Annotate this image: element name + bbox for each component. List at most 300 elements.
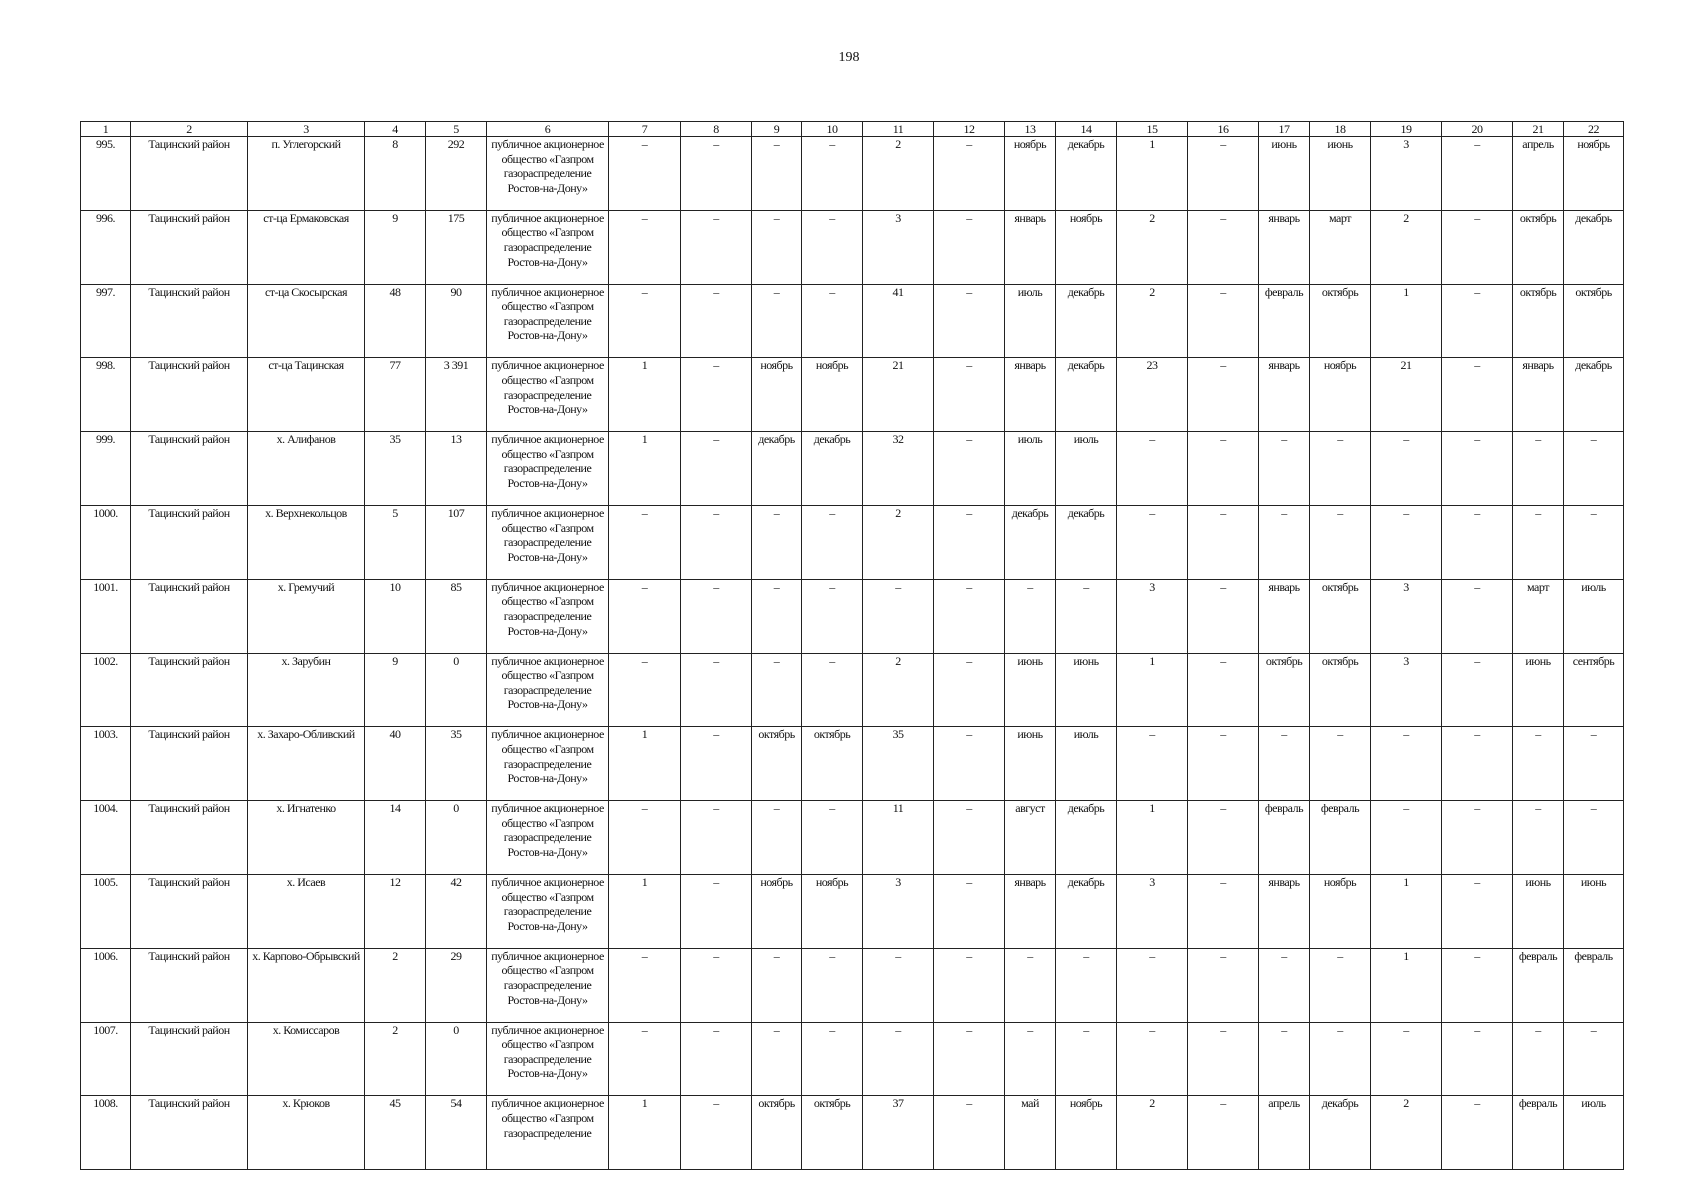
table-cell: ноябрь xyxy=(1310,874,1371,948)
table-cell: май xyxy=(1005,1096,1056,1170)
table-cell: 175 xyxy=(426,210,487,284)
table-cell: 54 xyxy=(426,1096,487,1170)
table-cell: – xyxy=(1259,505,1310,579)
operator-cell: публичное акционерное общество «Газпром газораспределение xyxy=(487,1096,609,1170)
table-cell: – xyxy=(1005,1022,1056,1096)
table-cell: октябрь xyxy=(1310,653,1371,727)
row-number-cell: 995. xyxy=(81,137,131,211)
table-cell: октябрь xyxy=(1310,579,1371,653)
table-cell: – xyxy=(1513,801,1564,875)
table-cell: Тацинский район xyxy=(131,579,248,653)
table-cell: 10 xyxy=(365,579,426,653)
table-cell: – xyxy=(934,505,1005,579)
table-row xyxy=(81,948,1624,1022)
table-cell: – xyxy=(1564,801,1624,875)
table-cell: 21 xyxy=(863,358,934,432)
table-cell: – xyxy=(1117,948,1188,1022)
table-cell: 41 xyxy=(863,284,934,358)
table-cell: 1 xyxy=(1371,874,1442,948)
table-cell: октябрь xyxy=(1513,284,1564,358)
table-cell: х. Зарубин xyxy=(248,653,365,727)
row-number-cell: 1002. xyxy=(81,653,131,727)
table-cell: – xyxy=(752,801,802,875)
table-cell: апрель xyxy=(1259,1096,1310,1170)
table-cell: – xyxy=(609,137,681,211)
table-cell: – xyxy=(863,1022,934,1096)
table-cell: – xyxy=(752,210,802,284)
table-cell: январь xyxy=(1005,210,1056,284)
table-cell: июнь xyxy=(1310,137,1371,211)
table-cell: октябрь xyxy=(802,1096,863,1170)
table-cell: – xyxy=(1513,505,1564,579)
table-cell: – xyxy=(1442,1022,1513,1096)
table-row xyxy=(81,137,1624,211)
table-cell: 1 xyxy=(609,1096,681,1170)
table-cell: – xyxy=(1188,801,1259,875)
table-cell: июнь xyxy=(1513,653,1564,727)
table-cell: Тацинский район xyxy=(131,874,248,948)
table-cell: 107 xyxy=(426,505,487,579)
operator-cell: публичное акционерное общество «Газпром газораспределение Ростов-на-Дону» xyxy=(487,727,609,801)
table-cell: – xyxy=(934,210,1005,284)
table-cell: Тацинский район xyxy=(131,1022,248,1096)
table-cell: октябрь xyxy=(1259,653,1310,727)
table-cell: февраль xyxy=(1259,801,1310,875)
column-number-row xyxy=(81,122,1624,137)
table-cell: – xyxy=(609,505,681,579)
table-cell: – xyxy=(609,284,681,358)
table-cell: ноябрь xyxy=(1310,358,1371,432)
table-cell: декабрь xyxy=(752,432,802,506)
table-cell: октябрь xyxy=(752,1096,802,1170)
column-number-15: 15 xyxy=(1117,122,1188,137)
table-cell: – xyxy=(1442,210,1513,284)
operator-cell: публичное акционерное общество «Газпром газораспределение Ростов-на-Дону» xyxy=(487,210,609,284)
table-cell: июль xyxy=(1564,579,1624,653)
table-cell: – xyxy=(934,801,1005,875)
table-cell: – xyxy=(1564,727,1624,801)
table-cell: х. Захаро-Обливский xyxy=(248,727,365,801)
table-cell: 3 391 xyxy=(426,358,487,432)
table-cell: – xyxy=(1513,1022,1564,1096)
row-number-cell: 1005. xyxy=(81,874,131,948)
table-cell: Тацинский район xyxy=(131,358,248,432)
table-cell: 11 xyxy=(863,801,934,875)
table-cell: – xyxy=(863,579,934,653)
row-number-cell: 997. xyxy=(81,284,131,358)
table-cell: – xyxy=(752,579,802,653)
table-cell: – xyxy=(609,653,681,727)
table-cell: 0 xyxy=(426,1022,487,1096)
table-cell: 2 xyxy=(1117,1096,1188,1170)
row-number-cell: 1000. xyxy=(81,505,131,579)
table-cell: декабрь xyxy=(802,432,863,506)
column-number-19: 19 xyxy=(1371,122,1442,137)
operator-cell: публичное акционерное общество «Газпром газораспределение Ростов-на-Дону» xyxy=(487,653,609,727)
table-cell: 37 xyxy=(863,1096,934,1170)
table-cell: – xyxy=(609,948,681,1022)
table-cell: – xyxy=(1259,948,1310,1022)
table-cell: 13 xyxy=(426,432,487,506)
table-row xyxy=(81,358,1624,432)
table-cell: 23 xyxy=(1117,358,1188,432)
table-row xyxy=(81,284,1624,358)
table-cell: февраль xyxy=(1310,801,1371,875)
table-cell: – xyxy=(1310,432,1371,506)
table-cell: декабрь xyxy=(1056,358,1117,432)
table-cell: Тацинский район xyxy=(131,284,248,358)
table-cell: – xyxy=(1117,727,1188,801)
table-cell: июнь xyxy=(1005,653,1056,727)
table-cell: – xyxy=(1259,727,1310,801)
column-number-8: 8 xyxy=(681,122,752,137)
table-cell: октябрь xyxy=(1310,284,1371,358)
table-cell: – xyxy=(752,1022,802,1096)
table-cell: декабрь xyxy=(1005,505,1056,579)
table-cell: 1 xyxy=(609,874,681,948)
table-cell: – xyxy=(1442,1096,1513,1170)
gasification-table xyxy=(80,121,1624,1170)
operator-cell: публичное акционерное общество «Газпром газораспределение Ростов-на-Дону» xyxy=(487,579,609,653)
table-row xyxy=(81,874,1624,948)
table-cell: – xyxy=(1371,505,1442,579)
table-cell: – xyxy=(1005,579,1056,653)
operator-cell: публичное акционерное общество «Газпром газораспределение Ростов-на-Дону» xyxy=(487,505,609,579)
table-cell: – xyxy=(1371,432,1442,506)
table-cell: – xyxy=(1442,284,1513,358)
column-number-2: 2 xyxy=(131,122,248,137)
table-cell: октябрь xyxy=(1513,210,1564,284)
table-cell: июнь xyxy=(1564,874,1624,948)
table-cell: 2 xyxy=(1371,210,1442,284)
table-cell: ст-ца Тацинская xyxy=(248,358,365,432)
table-cell: – xyxy=(1442,727,1513,801)
table-cell: 1 xyxy=(609,432,681,506)
table-cell: – xyxy=(802,579,863,653)
table-cell: – xyxy=(609,210,681,284)
table-cell: 45 xyxy=(365,1096,426,1170)
column-number-16: 16 xyxy=(1188,122,1259,137)
table-cell: – xyxy=(1188,579,1259,653)
table-cell: – xyxy=(1513,727,1564,801)
table-cell: июнь xyxy=(1005,727,1056,801)
table-cell: февраль xyxy=(1564,948,1624,1022)
table-cell: декабрь xyxy=(1056,137,1117,211)
table-cell: – xyxy=(1188,727,1259,801)
column-number-11: 11 xyxy=(863,122,934,137)
table-cell: декабрь xyxy=(1056,284,1117,358)
table-cell: – xyxy=(1442,505,1513,579)
table-cell: 85 xyxy=(426,579,487,653)
row-number-cell: 1006. xyxy=(81,948,131,1022)
row-number-cell: 1007. xyxy=(81,1022,131,1096)
table-cell: 12 xyxy=(365,874,426,948)
table-cell: х. Крюков xyxy=(248,1096,365,1170)
table-cell: декабрь xyxy=(1056,874,1117,948)
table-cell: 40 xyxy=(365,727,426,801)
table-cell: ноябрь xyxy=(1056,1096,1117,1170)
table-cell: – xyxy=(1188,432,1259,506)
table-cell: 1 xyxy=(1117,653,1188,727)
table-cell: – xyxy=(752,284,802,358)
table-cell: Тацинский район xyxy=(131,432,248,506)
operator-cell: публичное акционерное общество «Газпром газораспределение Ростов-на-Дону» xyxy=(487,948,609,1022)
table-cell: 42 xyxy=(426,874,487,948)
table-cell: – xyxy=(1188,874,1259,948)
table-cell: 1 xyxy=(609,727,681,801)
table-row xyxy=(81,801,1624,875)
table-cell: – xyxy=(609,579,681,653)
table-cell: – xyxy=(1442,948,1513,1022)
column-number-1: 1 xyxy=(81,122,131,137)
table-cell: – xyxy=(681,358,752,432)
table-row xyxy=(81,579,1624,653)
table-cell: 35 xyxy=(426,727,487,801)
row-number-cell: 1001. xyxy=(81,579,131,653)
table-cell: Тацинский район xyxy=(131,801,248,875)
table-cell: – xyxy=(1310,727,1371,801)
table-cell: ноябрь xyxy=(752,874,802,948)
table-cell: х. Карпово-Обрывский xyxy=(248,948,365,1022)
table-cell: февраль xyxy=(1259,284,1310,358)
row-number-cell: 1008. xyxy=(81,1096,131,1170)
operator-cell: публичное акционерное общество «Газпром газораспределение Ростов-на-Дону» xyxy=(487,432,609,506)
table-cell: 35 xyxy=(365,432,426,506)
table-cell: Тацинский район xyxy=(131,137,248,211)
table-cell: – xyxy=(1188,1096,1259,1170)
table-cell: январь xyxy=(1513,358,1564,432)
table-cell: 2 xyxy=(365,948,426,1022)
table-cell: июль xyxy=(1005,284,1056,358)
table-cell: декабрь xyxy=(1310,1096,1371,1170)
table-cell: ноябрь xyxy=(802,358,863,432)
table-cell: – xyxy=(1442,137,1513,211)
table-cell: октябрь xyxy=(752,727,802,801)
table-cell: – xyxy=(681,801,752,875)
table-cell: 3 xyxy=(863,210,934,284)
table-cell: 3 xyxy=(1371,137,1442,211)
table-cell: – xyxy=(609,1022,681,1096)
table-cell: 3 xyxy=(1117,874,1188,948)
table-cell: 3 xyxy=(1371,579,1442,653)
row-number-cell: 998. xyxy=(81,358,131,432)
table-cell: – xyxy=(752,653,802,727)
table-cell: – xyxy=(1188,505,1259,579)
table-row xyxy=(81,210,1624,284)
table-cell: ноябрь xyxy=(1005,137,1056,211)
table-cell: декабрь xyxy=(1056,505,1117,579)
table-cell: – xyxy=(1310,1022,1371,1096)
table-row xyxy=(81,505,1624,579)
table-row xyxy=(81,1096,1624,1170)
table-cell: – xyxy=(802,653,863,727)
table-cell: декабрь xyxy=(1564,210,1624,284)
table-cell: – xyxy=(1188,948,1259,1022)
table-cell: ноябрь xyxy=(1564,137,1624,211)
table-cell: – xyxy=(1117,432,1188,506)
column-number-7: 7 xyxy=(609,122,681,137)
column-number-20: 20 xyxy=(1442,122,1513,137)
table-cell: 0 xyxy=(426,653,487,727)
table-cell: – xyxy=(1259,432,1310,506)
table-cell: – xyxy=(1056,579,1117,653)
column-number-21: 21 xyxy=(1513,122,1564,137)
column-number-17: 17 xyxy=(1259,122,1310,137)
table-cell: – xyxy=(1188,653,1259,727)
table-cell: 2 xyxy=(1117,210,1188,284)
table-cell: – xyxy=(1442,358,1513,432)
table-cell: 9 xyxy=(365,210,426,284)
table-cell: Тацинский район xyxy=(131,948,248,1022)
row-number-cell: 996. xyxy=(81,210,131,284)
column-number-12: 12 xyxy=(934,122,1005,137)
table-cell: 14 xyxy=(365,801,426,875)
table-cell: 2 xyxy=(1371,1096,1442,1170)
column-number-5: 5 xyxy=(426,122,487,137)
table-cell: Тацинский район xyxy=(131,653,248,727)
table-cell: 0 xyxy=(426,801,487,875)
operator-cell: публичное акционерное общество «Газпром газораспределение Ростов-на-Дону» xyxy=(487,874,609,948)
table-cell: июль xyxy=(1564,1096,1624,1170)
table-cell: – xyxy=(1056,1022,1117,1096)
table-cell: январь xyxy=(1005,358,1056,432)
table-cell: – xyxy=(1442,579,1513,653)
table-cell: – xyxy=(934,579,1005,653)
column-number-22: 22 xyxy=(1564,122,1624,137)
table-cell: п. Углегорский xyxy=(248,137,365,211)
table-cell: – xyxy=(802,137,863,211)
table-cell: 9 xyxy=(365,653,426,727)
table-cell: декабрь xyxy=(1564,358,1624,432)
table-cell: ноябрь xyxy=(802,874,863,948)
table-cell: – xyxy=(1117,1022,1188,1096)
table-cell: 2 xyxy=(1117,284,1188,358)
table-cell: – xyxy=(802,505,863,579)
table-cell: 2 xyxy=(863,653,934,727)
table-cell: 292 xyxy=(426,137,487,211)
table-cell: июнь xyxy=(1056,653,1117,727)
table-cell: февраль xyxy=(1513,948,1564,1022)
table-cell: январь xyxy=(1005,874,1056,948)
table-cell: – xyxy=(681,727,752,801)
table-cell: – xyxy=(681,1096,752,1170)
table-cell: 1 xyxy=(609,358,681,432)
table-cell: – xyxy=(1310,948,1371,1022)
table-cell: – xyxy=(681,432,752,506)
table-cell: – xyxy=(752,948,802,1022)
table-cell: – xyxy=(1442,874,1513,948)
table-cell: – xyxy=(934,284,1005,358)
table-cell: – xyxy=(802,1022,863,1096)
table-cell: Тацинский район xyxy=(131,210,248,284)
table-cell: – xyxy=(1188,284,1259,358)
table-cell: август xyxy=(1005,801,1056,875)
table-cell: х. Гремучий xyxy=(248,579,365,653)
row-number-cell: 999. xyxy=(81,432,131,506)
table-cell: – xyxy=(1442,432,1513,506)
table-cell: 3 xyxy=(1371,653,1442,727)
table-cell: – xyxy=(934,1096,1005,1170)
table-cell: ноябрь xyxy=(1056,210,1117,284)
column-number-13: 13 xyxy=(1005,122,1056,137)
table-row xyxy=(81,727,1624,801)
operator-cell: публичное акционерное общество «Газпром газораспределение Ростов-на-Дону» xyxy=(487,284,609,358)
column-number-9: 9 xyxy=(752,122,802,137)
table-cell: 29 xyxy=(426,948,487,1022)
table-cell: – xyxy=(1188,1022,1259,1096)
table-cell: 48 xyxy=(365,284,426,358)
table-cell: март xyxy=(1310,210,1371,284)
row-number-cell: 1004. xyxy=(81,801,131,875)
table-cell: – xyxy=(934,1022,1005,1096)
table-cell: – xyxy=(802,801,863,875)
table-cell: январь xyxy=(1259,210,1310,284)
table-cell: – xyxy=(1564,432,1624,506)
table-cell: 2 xyxy=(863,505,934,579)
column-number-6: 6 xyxy=(487,122,609,137)
table-cell: ст-ца Скосырская xyxy=(248,284,365,358)
table-cell: – xyxy=(609,801,681,875)
table-cell: 77 xyxy=(365,358,426,432)
table-cell: – xyxy=(681,948,752,1022)
row-number-cell: 1003. xyxy=(81,727,131,801)
table-cell: ст-ца Ермаковская xyxy=(248,210,365,284)
table-cell: х. Верхнекольцов xyxy=(248,505,365,579)
table-row xyxy=(81,432,1624,506)
table-cell: декабрь xyxy=(1056,801,1117,875)
table-cell: – xyxy=(681,137,752,211)
table-cell: х. Алифанов xyxy=(248,432,365,506)
table-cell: – xyxy=(681,284,752,358)
table-cell: 1 xyxy=(1371,284,1442,358)
table-cell: – xyxy=(934,653,1005,727)
table-cell: – xyxy=(1310,505,1371,579)
table-cell: – xyxy=(863,948,934,1022)
table-cell: – xyxy=(752,137,802,211)
table-cell: – xyxy=(1513,432,1564,506)
table-cell: 90 xyxy=(426,284,487,358)
table-cell: 3 xyxy=(1117,579,1188,653)
table-cell: 35 xyxy=(863,727,934,801)
table-cell: июль xyxy=(1056,727,1117,801)
table-body xyxy=(81,137,1624,1170)
table-cell: – xyxy=(752,505,802,579)
table-cell: 21 xyxy=(1371,358,1442,432)
table-cell: – xyxy=(1442,801,1513,875)
table-cell: 2 xyxy=(365,1022,426,1096)
table-cell: – xyxy=(1188,358,1259,432)
table-cell: х. Игнатенко xyxy=(248,801,365,875)
table-cell: 1 xyxy=(1371,948,1442,1022)
table-cell: 1 xyxy=(1117,137,1188,211)
table-cell: июнь xyxy=(1513,874,1564,948)
table-cell: – xyxy=(1056,948,1117,1022)
table-cell: – xyxy=(1117,505,1188,579)
table-cell: – xyxy=(681,579,752,653)
table-cell: – xyxy=(934,948,1005,1022)
table-cell: – xyxy=(681,653,752,727)
table-cell: – xyxy=(1371,727,1442,801)
operator-cell: публичное акционерное общество «Газпром газораспределение Ростов-на-Дону» xyxy=(487,137,609,211)
table-cell: 32 xyxy=(863,432,934,506)
operator-cell: публичное акционерное общество «Газпром газораспределение Ростов-на-Дону» xyxy=(487,358,609,432)
table-cell: – xyxy=(1371,801,1442,875)
operator-cell: публичное акционерное общество «Газпром газораспределение Ростов-на-Дону» xyxy=(487,801,609,875)
table-cell: – xyxy=(1259,1022,1310,1096)
table-cell: октябрь xyxy=(1564,284,1624,358)
table-cell: – xyxy=(1188,210,1259,284)
table-cell: апрель xyxy=(1513,137,1564,211)
